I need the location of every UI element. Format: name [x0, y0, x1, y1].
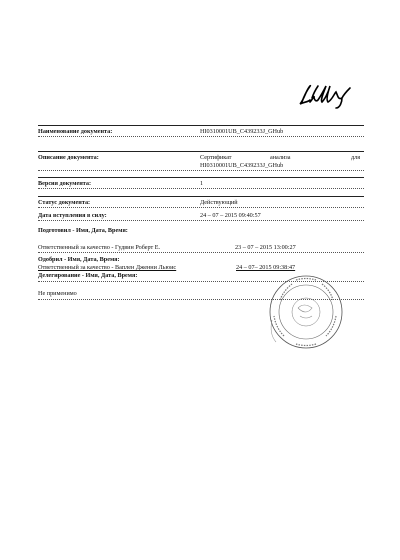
approved-person: Ответственный за качество - Ваплен Дженни Льюис: [38, 264, 177, 271]
doc-version-label: Версия документа:: [38, 180, 92, 187]
delegation-heading: Делегирование - Имя, Дата, Время:: [38, 272, 138, 279]
official-seal-stamp: [266, 272, 346, 352]
company-logo: [296, 80, 356, 110]
effective-label: Дата вступления в силу:: [38, 212, 107, 219]
delegation-value: Не применимо: [38, 290, 77, 297]
prepared-heading: Подготовил - Имя, Дата, Время:: [38, 227, 128, 234]
doc-status-label: Статус документа:: [38, 199, 91, 206]
doc-desc-value-line2: HI0310001UB_C439233J_GHub: [200, 162, 284, 169]
doc-desc-word-3: для: [351, 154, 361, 161]
doc-desc-word-2: анализа: [270, 154, 291, 161]
approved-heading: Одобрил - Имя, Дата, Время:: [38, 256, 120, 263]
approved-datetime: 24 – 07– 2015 09:38:47: [236, 264, 296, 271]
doc-version-value: 1: [200, 180, 204, 187]
prepared-datetime: 23 – 07 – 2015 13:00:27: [235, 244, 296, 251]
doc-name-value: HI0310001UB_C439233J_GHub: [200, 128, 284, 135]
doc-name-label: Наименование документа:: [38, 128, 113, 135]
prepared-person: Ответственный за качество - Гудвин Роберт Е.: [38, 244, 161, 251]
effective-value: 24 – 07 – 2015 09:40:57: [200, 212, 261, 219]
doc-desc-word-1: Сертификат: [200, 154, 232, 161]
doc-status-value: Действующий: [200, 199, 238, 206]
doc-desc-label: Описание документа:: [38, 154, 99, 161]
